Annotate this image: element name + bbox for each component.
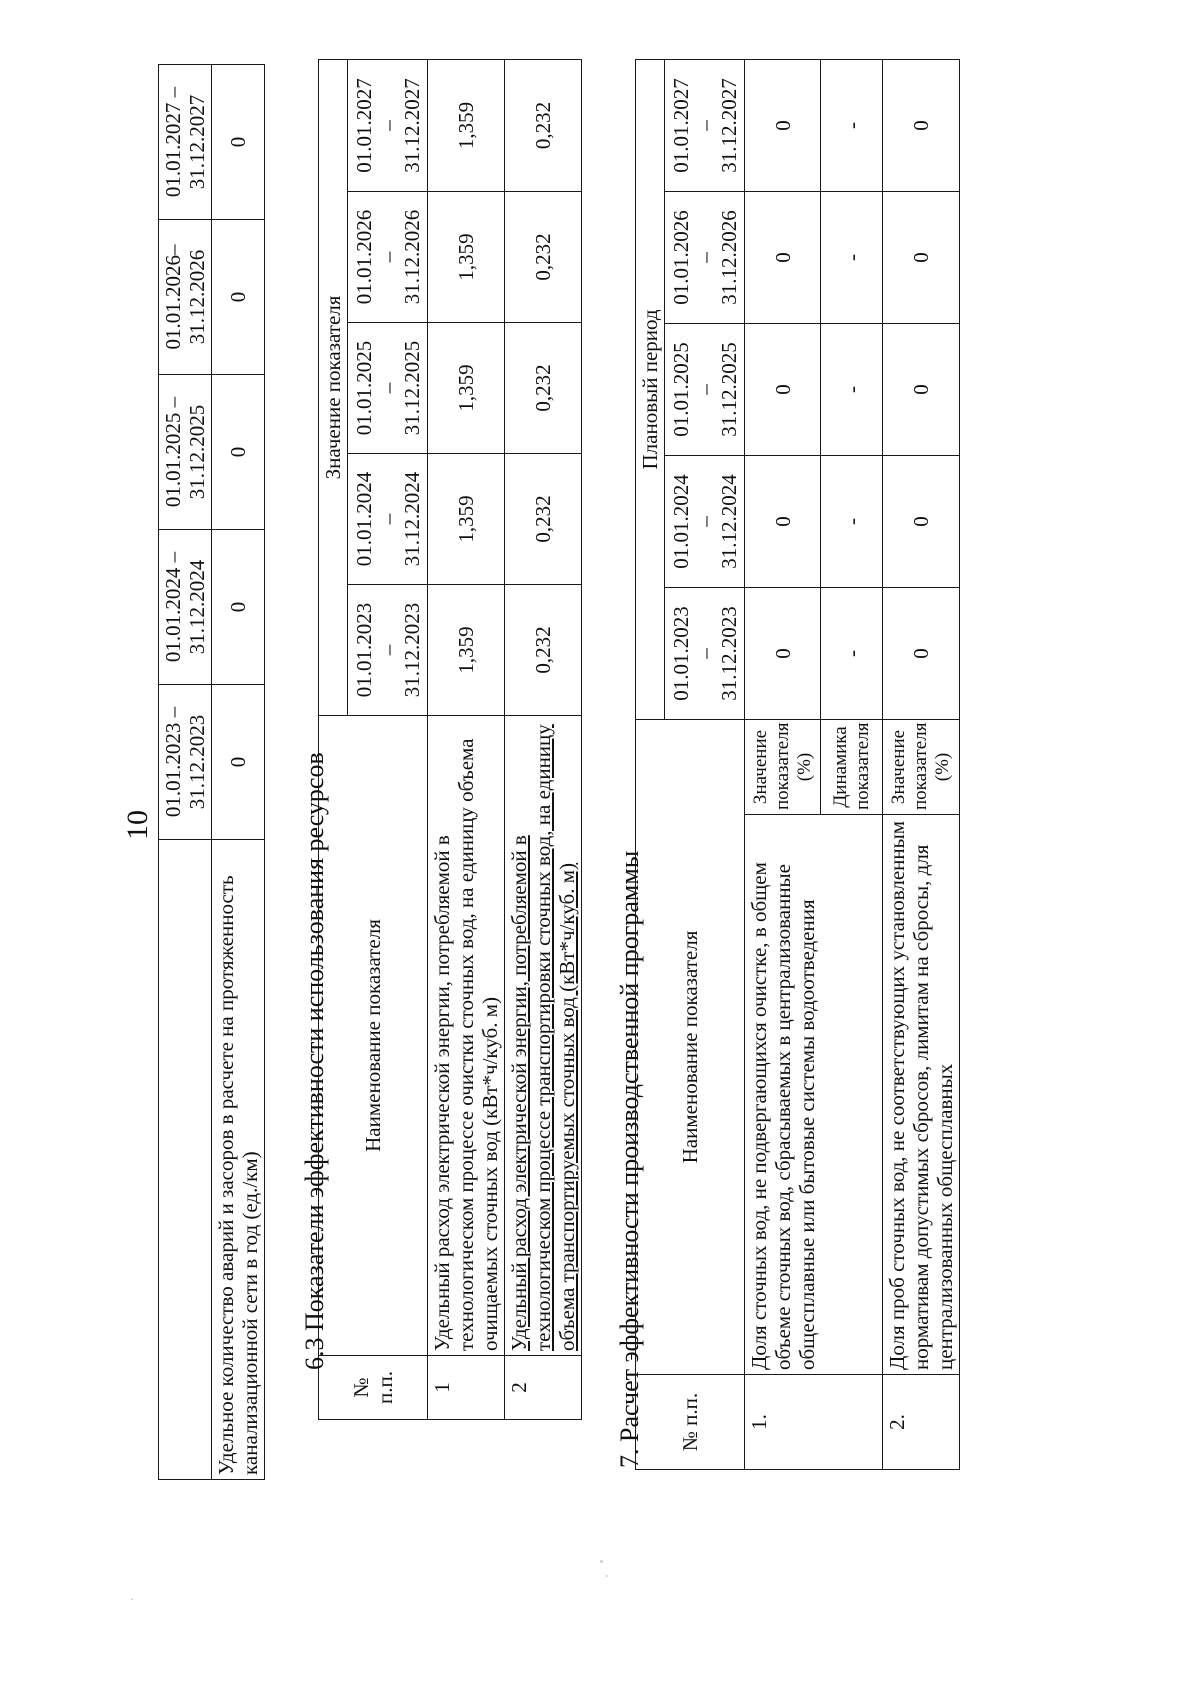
table-row	[212, 65, 265, 1480]
period-start: 01.01.2026	[668, 210, 693, 305]
empty-header-cell	[159, 840, 212, 1480]
value-cell: 0,232	[505, 454, 582, 585]
value-cell: 0,232	[505, 323, 582, 454]
value-cell: 0	[883, 587, 960, 719]
period-header	[665, 455, 745, 587]
table-row	[319, 59, 348, 1419]
period-end: 31.12.2023	[399, 602, 424, 698]
period-end: 31.12.2025	[399, 340, 424, 436]
column-header-number: № п.п.	[636, 1375, 745, 1470]
period-end: 31.12.2027	[399, 78, 424, 173]
period-header	[348, 454, 428, 585]
period-header	[348, 585, 428, 716]
page-number: 10	[121, 810, 154, 840]
period-dash: –	[692, 516, 717, 527]
period-start: 01.01.2023	[351, 602, 376, 698]
column-header-value: Значение показателя	[319, 59, 348, 715]
period-end: 31.12.2024	[716, 474, 741, 569]
column-header-number: № п.п.	[319, 1356, 428, 1420]
section-6-3-title: 6.3 Показатели эффективности использования ресурсов	[300, 752, 329, 1370]
period-cell: 01.01.2026– 31.12.2026	[159, 220, 212, 375]
scan-speck	[131, 1598, 133, 1600]
resource-efficiency-table-wrapper	[318, 59, 582, 1420]
period-start: 01.01.2025	[351, 340, 376, 436]
accident-rate-table	[158, 64, 265, 1480]
period-end: 31.12.2027	[716, 78, 741, 173]
period-end: 31.12.2025	[716, 342, 741, 437]
period-header	[665, 191, 745, 323]
value-cell: 0	[212, 65, 265, 220]
value-cell: 0	[883, 191, 960, 323]
period-cell: 01.01.2025 – 31.12.2025	[159, 375, 212, 530]
indicator-name-cell: Доля сточных вод, не подвергающихся очистке, в общем объеме сточных вод, сбрасываемых в централизованные общесплавные или бытовые системы водоотведения	[745, 815, 883, 1375]
table-row	[883, 59, 960, 1469]
value-cell: 0	[745, 59, 821, 191]
period-start: 01.01.2024	[668, 474, 693, 569]
sub-indicator-cell: Значение показателя (%)	[883, 719, 960, 814]
period-dash: –	[692, 252, 717, 263]
period-end: 31.12.2023	[716, 606, 741, 701]
value-cell: -	[821, 323, 883, 455]
table-row	[636, 59, 665, 1469]
period-header	[348, 323, 428, 454]
program-efficiency-table	[635, 59, 960, 1470]
period-header	[665, 323, 745, 455]
value-cell: 0,232	[505, 59, 582, 191]
period-header	[348, 192, 428, 323]
value-cell: 1,359	[428, 192, 505, 323]
scan-speck	[600, 1560, 603, 1563]
indicator-name-cell: Удельное количество аварий и засоров в расчете на протяженность канализационной сети в год (ед./км)	[212, 840, 265, 1480]
period-dash: –	[375, 120, 400, 131]
period-header	[665, 587, 745, 719]
period-end: 31.12.2026	[399, 209, 424, 305]
period-dash: –	[375, 382, 400, 394]
column-header-period: Плановый период	[636, 59, 665, 719]
value-cell: 0	[745, 191, 821, 323]
period-cell: 01.01.2024 – 31.12.2024	[159, 530, 212, 685]
table-row	[745, 59, 821, 1469]
section-7-title: 7. Расчет эффективности производственной программы	[615, 850, 644, 1468]
program-efficiency-table-wrapper	[635, 59, 960, 1470]
period-dash: –	[692, 384, 717, 395]
value-cell: 0	[745, 455, 821, 587]
period-dash: –	[692, 648, 717, 659]
value-cell: 0	[745, 323, 821, 455]
resource-efficiency-table	[318, 59, 582, 1420]
period-cell: 01.01.2023 – 31.12.2023	[159, 685, 212, 840]
period-header	[348, 59, 428, 191]
period-dash: –	[375, 644, 400, 656]
indicator-name-cell: Удельный расход электрической энергии, потребляемой в технологическом процессе очистки сточных вод, на единицу объема очищаемых сточных вод (кВт*ч/куб. м)	[428, 716, 505, 1356]
row-number-cell: 1.	[745, 1375, 883, 1470]
period-start: 01.01.2027	[668, 78, 693, 173]
indicator-name-cell: Доля проб сточных вод, не соответствующих установленным нормативам допустимых сбросов, лимитам на сбросы, для централизованных общесплавных	[883, 815, 960, 1375]
value-cell: 0	[212, 375, 265, 530]
value-cell: -	[821, 587, 883, 719]
value-cell: 0	[212, 530, 265, 685]
value-cell: 0	[883, 455, 960, 587]
value-cell: 0	[212, 220, 265, 375]
table-row	[505, 59, 582, 1419]
row-number-cell: 1	[428, 1356, 505, 1420]
value-cell: -	[821, 191, 883, 323]
row-number-cell: 2	[505, 1356, 582, 1420]
value-cell: -	[821, 59, 883, 191]
value-cell: -	[821, 455, 883, 587]
period-end: 31.12.2026	[716, 210, 741, 305]
value-cell: 0	[745, 587, 821, 719]
value-cell: 1,359	[428, 454, 505, 585]
value-cell: 0	[883, 323, 960, 455]
table-row	[159, 65, 212, 1480]
period-start: 01.01.2024	[351, 471, 376, 567]
column-header-name: Наименование показателя	[636, 719, 745, 1374]
period-start: 01.01.2025	[668, 342, 693, 437]
value-cell: 1,359	[428, 323, 505, 454]
value-cell: 0	[212, 685, 265, 840]
value-cell: 1,359	[428, 585, 505, 716]
column-header-name: Наименование показателя	[319, 716, 428, 1356]
row-number-cell: 2.	[883, 1375, 960, 1470]
value-cell: 0,232	[505, 192, 582, 323]
scan-speck	[606, 1575, 608, 1577]
period-dash: –	[375, 513, 400, 525]
indicator-name-cell: Удельный расход электрической энергии, потребляемой в технологическом процессе транспортировки сточных вод, на единицу объема транспортируемых сточных вод (кВт*ч/куб. м)	[505, 716, 582, 1356]
period-start: 01.01.2027	[351, 78, 376, 173]
period-dash: –	[692, 120, 717, 131]
sub-indicator-cell: Значение показателя (%)	[745, 719, 821, 814]
period-dash: –	[375, 251, 400, 263]
value-cell: 0,232	[505, 585, 582, 716]
period-start: 01.01.2023	[668, 606, 693, 701]
period-end: 31.12.2024	[399, 471, 424, 567]
period-header	[665, 59, 745, 191]
value-cell: 1,359	[428, 59, 505, 191]
sub-indicator-cell: Динамика показателя	[821, 719, 883, 814]
value-cell: 0	[883, 59, 960, 191]
period-start: 01.01.2026	[351, 209, 376, 305]
table-row	[428, 59, 505, 1419]
accident-rate-table-wrapper	[158, 64, 265, 1480]
period-cell: 01.01.2027 – 31.12.2027	[159, 65, 212, 220]
